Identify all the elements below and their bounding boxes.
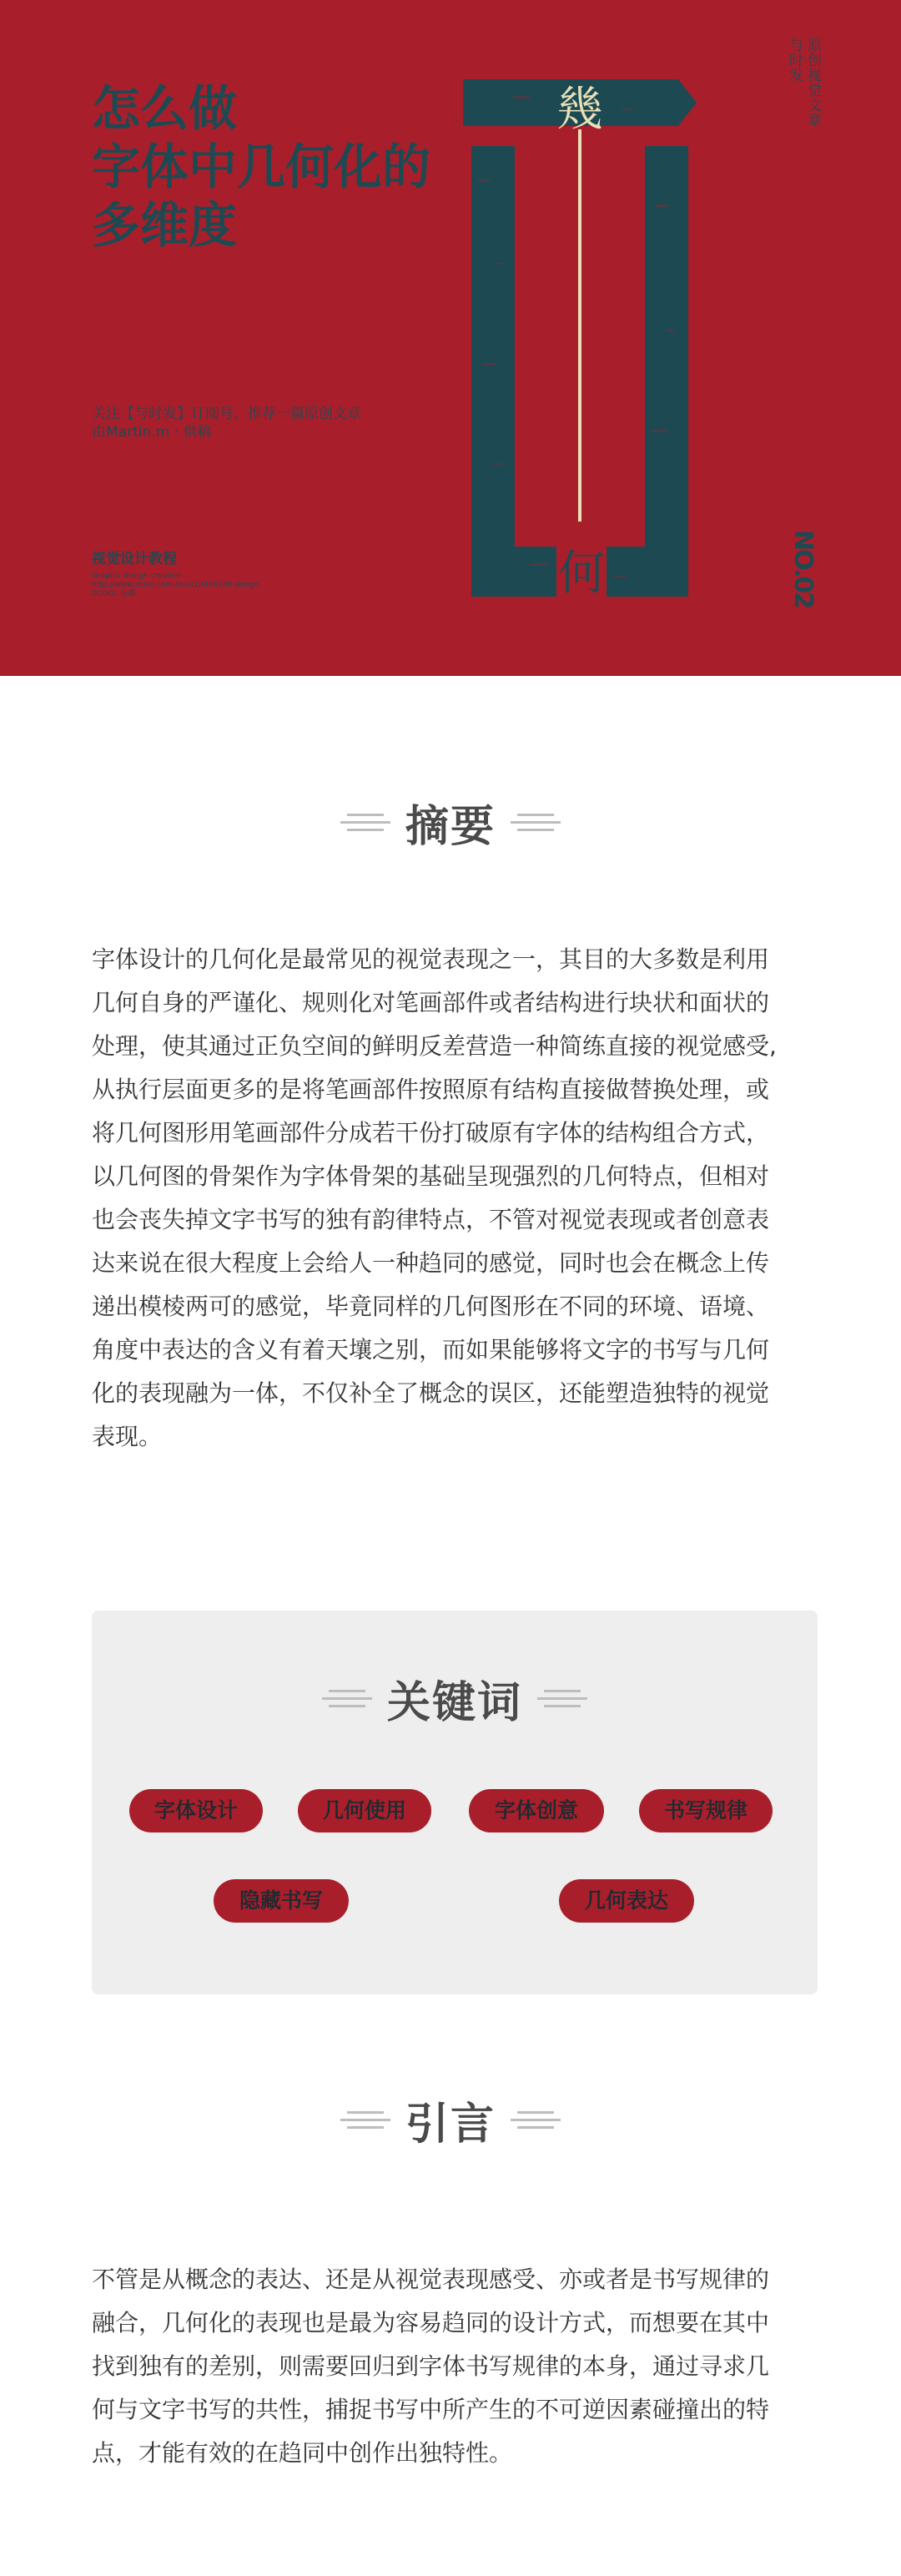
jihe-logo xyxy=(463,79,697,601)
intro-line: 融合，几何化的表现也是最为容易趋同的设计方式，而想要在其中 xyxy=(92,2309,770,2337)
cover-title-line: 怎么做 xyxy=(92,80,238,137)
abstract-heading xyxy=(0,789,901,855)
intro-heading xyxy=(0,2086,901,2153)
intro-line: 点，才能有效的在趋同中创作出独特性。 xyxy=(92,2439,513,2467)
keywords-heading-text: 关键词 xyxy=(386,1676,522,1728)
abstract-body xyxy=(92,938,818,1459)
abstract-line: 从执行层面更多的是将笔画部件按照原有结构直接做替换处理，或 xyxy=(92,1076,770,1103)
abstract-line: 几何自身的严谨化、规则化对笔画部件或者结构进行块状和面状的 xyxy=(92,989,770,1016)
intro-line: 不管是从概念的表达、还是从视觉表现感受、亦或者是书写规律的 xyxy=(92,2266,770,2293)
series-vertical-label: 与时发 xyxy=(786,38,803,83)
heading-deco-left xyxy=(322,1690,372,1707)
intro-heading-text: 引言 xyxy=(405,2098,496,2150)
intro-body xyxy=(92,2258,818,2475)
follow-note xyxy=(92,405,361,441)
abstract-line: 达来说在很大程度上会给人一种趋同的感觉，同时也会在概念上传 xyxy=(92,1249,770,1277)
abstract-line: 以几何图的骨架作为字体骨架的基础呈现强烈的几何特点，但相对 xyxy=(92,1162,770,1190)
abstract-line: 角度中表达的含义有着天壤之别，而如果能够将文字的书写与几何 xyxy=(92,1336,770,1364)
abstract-line: 处理，使其通过正负空间的鲜明反差营造一种简练直接的视觉感受, xyxy=(92,1032,777,1060)
cover-banner xyxy=(0,0,901,676)
brand-name: 视觉设计教程 xyxy=(92,551,177,567)
keywords-panel xyxy=(92,1611,818,1994)
brand-fine-line: Graphic design creative xyxy=(92,572,182,580)
abstract-line: 表现。 xyxy=(92,1423,163,1450)
heading-deco-right xyxy=(511,814,561,831)
cover-title xyxy=(92,79,430,255)
heading-deco-left xyxy=(340,814,390,831)
keyword-tag[interactable]: 几何使用 xyxy=(298,1789,431,1832)
keywords-heading xyxy=(92,1665,818,1732)
keyword-tag[interactable]: 字体创意 xyxy=(469,1789,604,1832)
logo-shape-graphic xyxy=(463,79,697,597)
intro-line: 何与文字书写的共性，捕捉书写中所产生的不可逆因素碰撞出的特 xyxy=(92,2396,770,2423)
issue-number: NO.02 xyxy=(788,530,818,608)
abstract-line: 化的表现融为一体，不仅补全了概念的误区，还能塑造独特的视觉 xyxy=(92,1379,770,1407)
cover-title-line: 多维度 xyxy=(92,197,238,254)
abstract-line: 字体设计的几何化是最常见的视觉表现之一，其目的大多数是利用 xyxy=(92,945,770,973)
intro-line: 找到独有的差别，则需要回归到字体书写规律的本身，通过寻求几 xyxy=(92,2352,770,2380)
brand-fine-line: ZCOOL 站酷 xyxy=(92,590,136,598)
series-vertical-sublabel: 原创视觉文章 xyxy=(804,38,821,128)
cover-title-line: 字体中几何化的 xyxy=(92,139,431,195)
logo-char-he: 何 xyxy=(556,537,607,603)
abstract-line: 递出模棱两可的感觉，毕竟同样的几何图形在不同的环境、语境、 xyxy=(92,1293,770,1320)
keyword-tag[interactable]: 字体设计 xyxy=(129,1789,263,1832)
brand-fine-line: http://www.zcool.com.cn/u/13456789 design xyxy=(92,581,259,589)
brand-fine-print xyxy=(92,572,259,599)
abstract-line: 也会丧失掉文字书写的独有韵律特点，不管对视觉表现或者创意表 xyxy=(92,1206,770,1233)
follow-note-line: 关注【与时发】订阅号，推荐一篇原创文章 xyxy=(92,406,361,422)
keyword-tag[interactable]: 几何表达 xyxy=(559,1879,694,1923)
keyword-tag[interactable]: 隐藏书写 xyxy=(214,1879,349,1923)
abstract-heading-text: 摘要 xyxy=(405,800,496,852)
heading-deco-right xyxy=(537,1690,587,1707)
abstract-line: 将几何图形用笔画部件分成若干份打破原有字体的结构组合方式， xyxy=(92,1119,770,1147)
heading-deco-right xyxy=(511,2111,561,2129)
keyword-tag[interactable]: 书写规律 xyxy=(639,1789,773,1832)
logo-char-ji: 幾 xyxy=(556,83,603,137)
follow-note-line: 由Martin.m · 供稿 xyxy=(92,424,212,441)
heading-deco-left xyxy=(340,2111,390,2129)
